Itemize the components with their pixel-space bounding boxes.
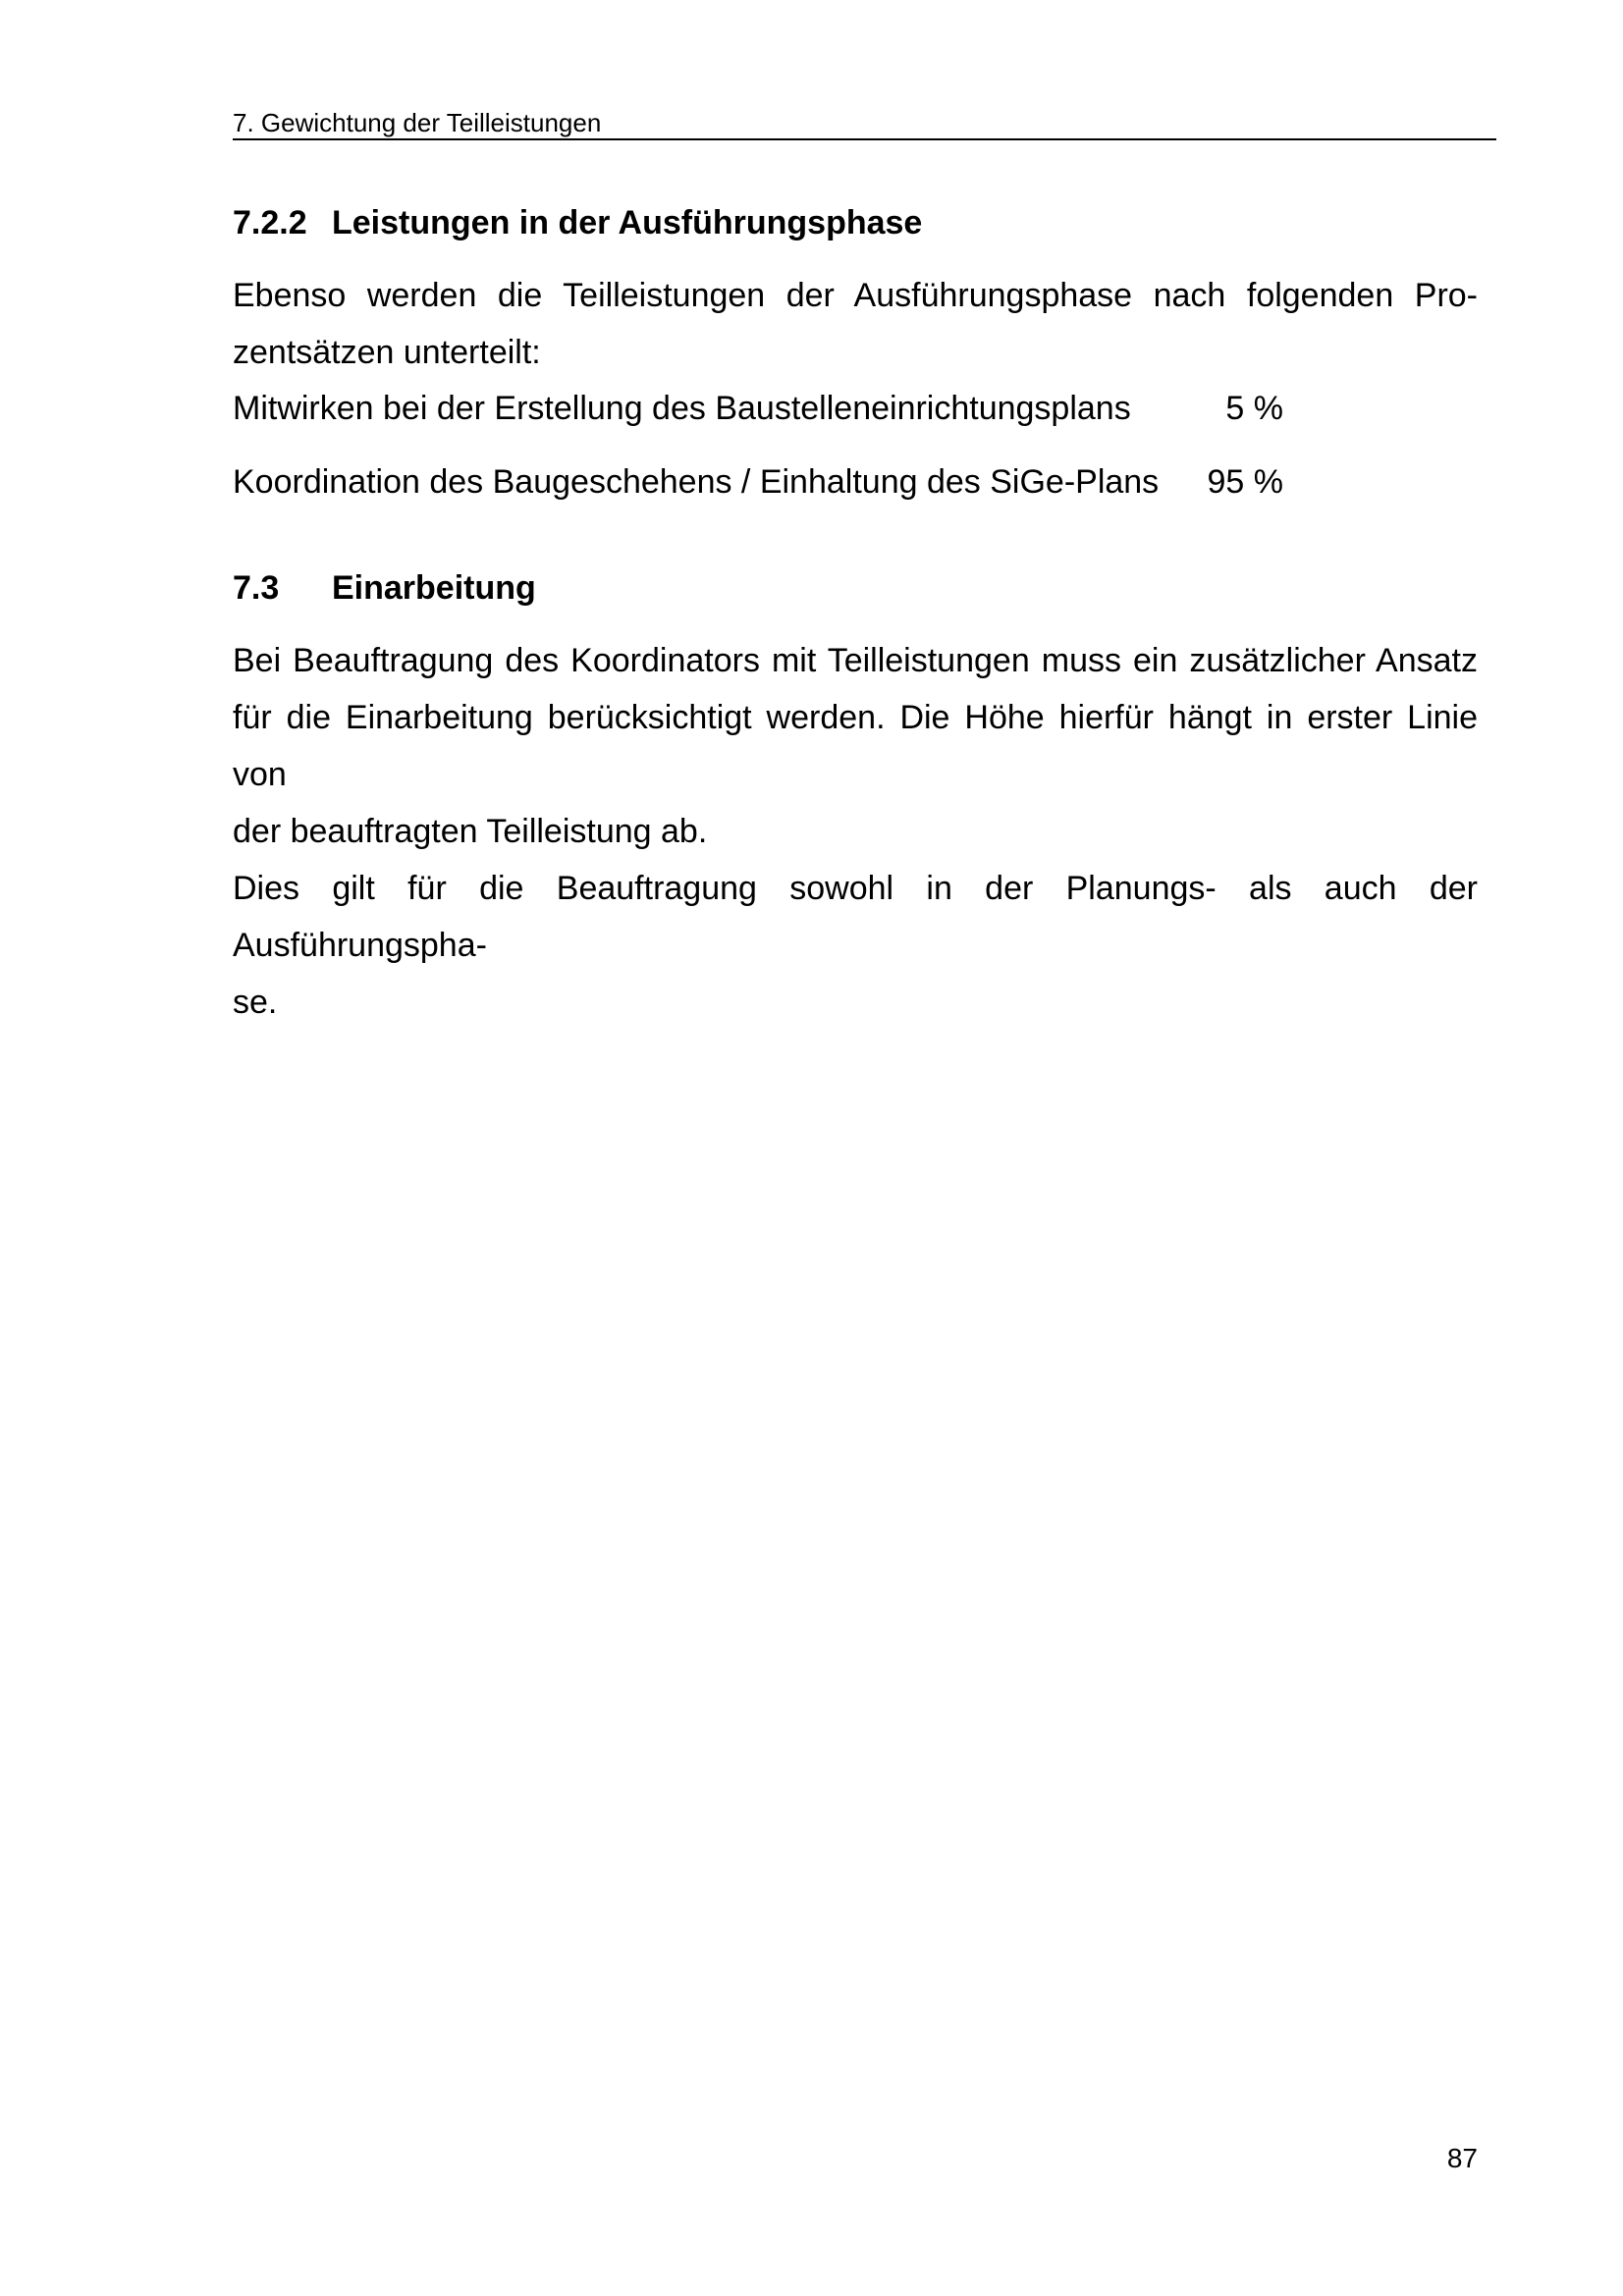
percentage-label: Mitwirken bei der Erstellung des Baustelleneinrichtungsplans [233, 390, 1131, 427]
section-title: Leistungen in der Ausführungsphase [332, 204, 923, 241]
section-title: Einarbeitung [332, 569, 536, 607]
percentage-value: 95 % [1207, 463, 1283, 501]
text-line: se. [233, 984, 278, 1021]
running-header: 7. Gewichtung der Teilleistungen [233, 108, 1496, 140]
percentage-label: Koordination des Baugeschehens / Einhaltung des SiGe-Plans [233, 463, 1160, 501]
text-line: zentsätzen unterteilt: [233, 334, 541, 371]
text-line: Bei Beauftragung des Koordinators mit Teilleistungen muss ein zusätzlicher Ansatz [233, 642, 1478, 679]
page-number: 87 [1446, 2143, 1478, 2173]
section-number: 7.3 [233, 569, 280, 607]
einarbeitung-paragraph [233, 632, 1478, 1031]
section-heading-7-2-2 [233, 203, 923, 242]
text-line: Dies gilt für die Beauftragung sowohl in der Planungs- als auch der Ausführungspha- [233, 870, 1478, 964]
section-heading-7-3 [233, 568, 536, 608]
percentage-value: 5 % [1225, 390, 1283, 427]
text-line: für die Einarbeitung berücksichtigt werden. Die Höhe hierfür hängt in erster Linie von [233, 699, 1478, 793]
section-number: 7.2.2 [233, 204, 307, 241]
text-line: der beauftragten Teilleistung ab. [233, 813, 708, 850]
percentage-row [233, 462, 1283, 502]
intro-paragraph [233, 267, 1478, 381]
text-line: Ebenso werden die Teilleistungen der Ausführungsphase nach folgenden Pro- [233, 277, 1478, 314]
percentage-row [233, 389, 1283, 428]
